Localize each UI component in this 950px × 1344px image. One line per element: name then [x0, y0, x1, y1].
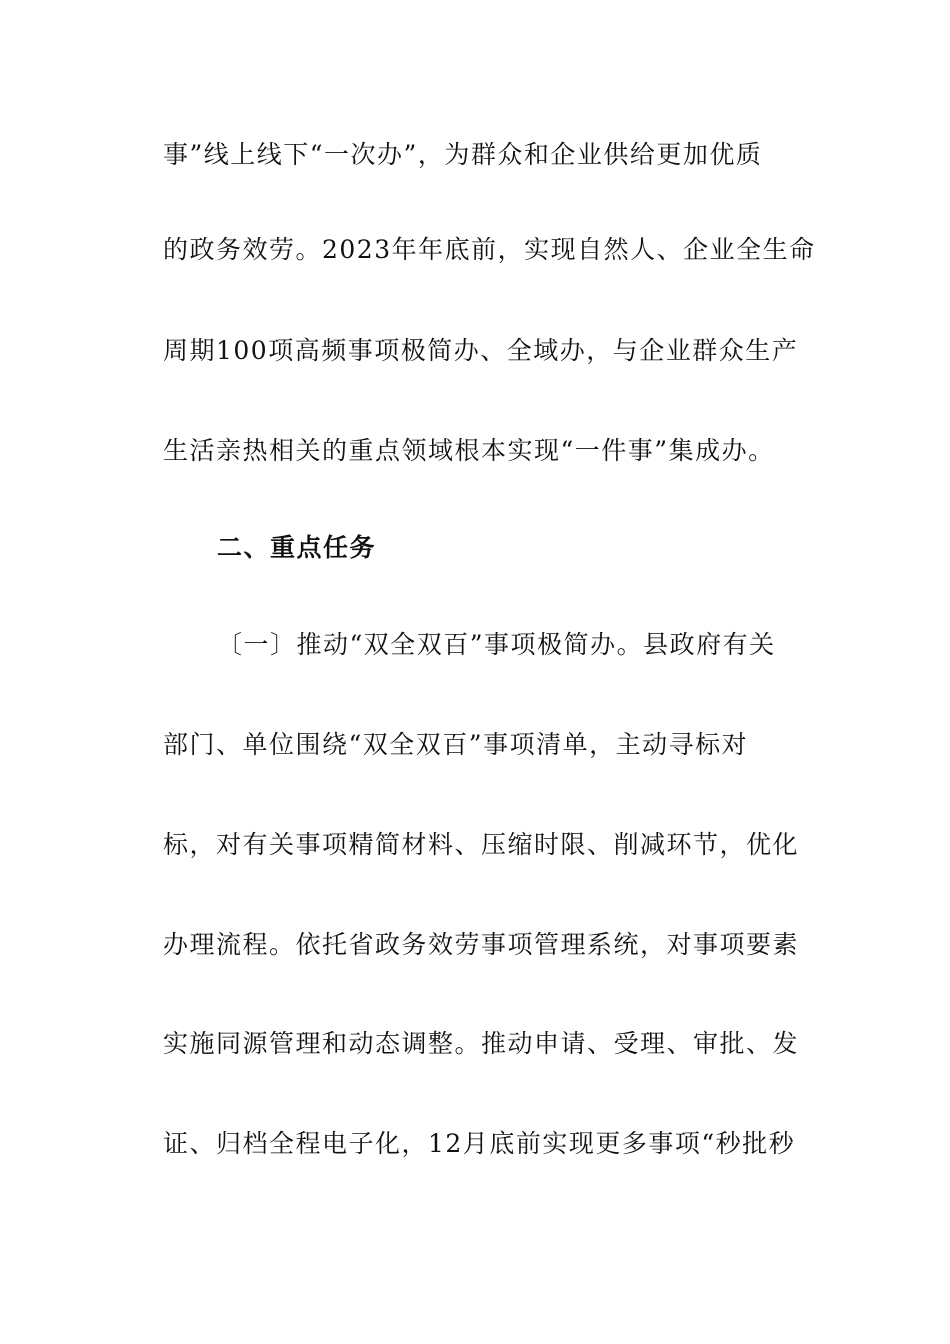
paragraph-line-6: 证、归档全程电子化，12月底前实现更多事项“秒批秒	[163, 1129, 796, 1158]
paragraph-line-1: 〔一〕推动“双全双百”事项极简办。县政府有关	[217, 630, 776, 659]
text-line-4: 生活亲热相关的重点领域根本实现“一件事”集成办。	[163, 436, 775, 465]
text-line-1: 事”线上线下“一次办”，为群众和企业供给更加优质	[163, 140, 763, 169]
text-line-3: 周期100项高频事项极简办、全域办，与企业群众生产	[163, 336, 799, 365]
paragraph-line-3: 标，对有关事项精简材料、压缩时限、削减环节，优化	[163, 830, 800, 859]
text-line-2: 的政务效劳。2023年年底前，实现自然人、企业全生命	[163, 235, 816, 264]
paragraph-line-2: 部门、单位围绕“双全双百”事项清单，主动寻标对	[163, 730, 749, 759]
section-heading: 二、重点任务	[217, 533, 377, 562]
paragraph-line-5: 实施同源管理和动态调整。推动申请、受理、审批、发	[163, 1029, 800, 1058]
paragraph-line-4: 办理流程。依托省政务效劳事项管理系统，对事项要素	[163, 930, 800, 959]
